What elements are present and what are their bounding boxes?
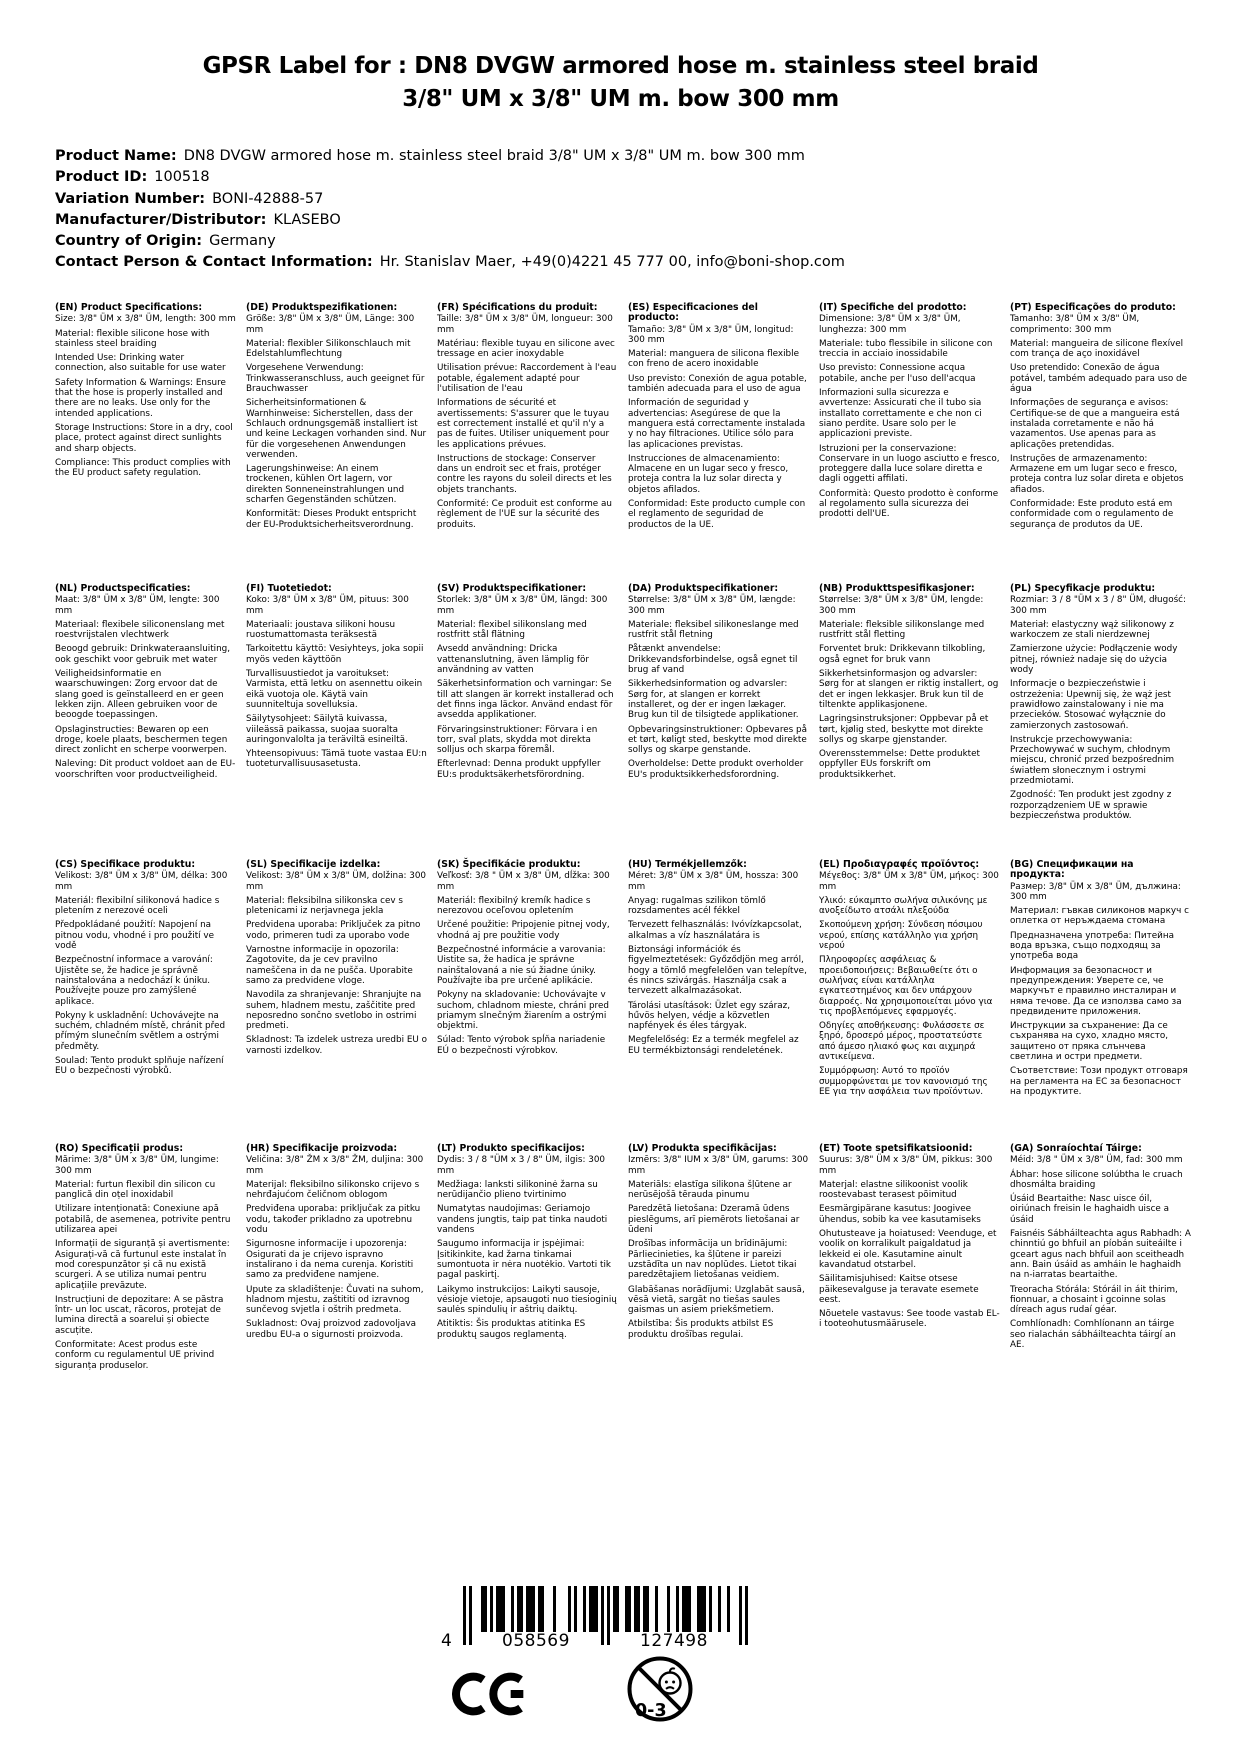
spec-paragraph: Naleving: Dit product voldoet aan de EU-voorschriften voor productveiligheid.	[55, 759, 236, 780]
spec-paragraph: Instrukcje przechowywania: Przechowywać w suchym, chłodnym miejscu, chronić przed bezpośrednim światłem słonecznym i ostrymi przedmiotami.	[1010, 734, 1175, 787]
spec-paragraph: Materiál: flexibilný kremík hadice s nerezovou oceľovou opletením	[437, 895, 591, 917]
spec-block-nl	[55, 584, 236, 860]
spec-paragraph: Informacje o bezpieczeństwie i ostrzeżenia: Upewnij się, że wąż jest prawidłowo zainstalowany i nie ma przecieków. Stosować wyłącznie do zamierzonych zastosowań.	[1010, 679, 1171, 731]
spec-paragraph: Size: 3/8" ÜM x 3/8" ÜM, length: 300 mm	[55, 314, 236, 325]
spec-heading-fr: (FR) Spécifications du produit:	[437, 302, 598, 313]
spec-paragraphs-el	[819, 871, 1000, 1097]
spec-paragraphs-sl	[246, 871, 427, 1056]
spec-paragraph: Velikost: 3/8" ÜM x 3/8" ÜM, délka: 300 mm	[55, 871, 228, 892]
spec-paragraph: Yhteensopivuus: Tämä tuote vastaa EU:n tuoteturvallisuusasetusta.	[246, 749, 427, 770]
spec-block-es	[628, 303, 809, 584]
spec-paragraph: Matériau: flexible tuyau en silicone avec tressage en acier inoxydable	[437, 338, 615, 360]
spec-paragraphs-hr	[246, 1155, 427, 1340]
spec-paragraph: Materijal: fleksibilno silikonsko crijevo s nehrđajućom čeličnom oblogom	[246, 1179, 420, 1201]
spec-heading-sl: (SL) Specifikacije izdelka:	[246, 859, 381, 870]
spec-paragraph: Koko: 3/8" ÜM x 3/8" ÜM, pituus: 300 mm	[246, 595, 409, 616]
spec-paragraph: Súlad: Tento výrobok spĺňa nariadenie EÚ o bezpečnosti výrobkov.	[437, 1035, 606, 1056]
spec-paragraph: Instructions de stockage: Conserver dans un endroit sec et frais, protéger contre les rayons du soleil directs et les objets tranchants.	[437, 453, 612, 495]
contact-value: Hr. Stanislav Maer, +49(0)4221 45 777 00, info@boni-shop.com	[379, 254, 845, 271]
spec-heading-it: (IT) Specifiche del prodotto:	[819, 302, 967, 313]
spec-paragraph: Bezpečnostné informácie a varovania: Uistite sa, že hadica je správne nainštalovaná a nie sú žiadne úniky. Používajte iba pre určené aplikácie.	[437, 945, 606, 986]
spec-heading-ro: (RO) Specificații produs:	[55, 1143, 184, 1154]
spec-heading-et: (ET) Toote spetsifikatsioonid:	[819, 1143, 973, 1154]
spec-paragraph: Predviđena uporaba: priključak za pitku vodu, također prikladno za upotrebnu vodu	[246, 1204, 421, 1236]
spec-paragraph: Instrucciones de almacenamiento: Almacene en un lugar seco y fresco, proteja contra la luz solar directa y objetos afilados.	[628, 453, 789, 495]
spec-block-hr	[246, 1144, 427, 1375]
spec-paragraphs-nb	[819, 595, 1000, 780]
spec-paragraph: Ábhar: hose silicone solúbtha le cruach dhosmálta braiding	[1010, 1169, 1183, 1190]
spec-paragraph: Sigurnosne informacije i upozorenja: Osigurati da je crijevo ispravno instalirano i da nema curenja. Koristiti samo za predviđene namjene.	[246, 1239, 414, 1281]
spec-paragraphs-en	[55, 314, 236, 478]
spec-paragraph: Sukladnost: Ovaj proizvod zadovoljava uredbu EU-a o sigurnosti proizvoda.	[246, 1319, 417, 1340]
spec-paragraph: Konformität: Dieses Produkt entspricht der EU-Produktsicherheitsverordnung.	[246, 509, 417, 530]
spec-paragraph: Tervezett felhasználás: Ivóvízkapcsolat, alkalmas a víz használatára is	[628, 920, 802, 941]
spec-paragraph: Информация за безопасност и предупреждения: Уверете се, че маркучът е правилно инсталиран и няма течове. Да се използва само за предвидените приложения.	[1010, 965, 1182, 1017]
spec-paragraph: Comhlíonadh: Comhlíonann an táirge seo rialachán sábháilteachta táirgí an AE.	[1010, 1319, 1176, 1351]
spec-paragraph: Izmērs: 3/8" IUM x 3/8" ÜM, garums: 300 mm	[628, 1155, 809, 1176]
spec-paragraphs-nl	[55, 595, 236, 780]
spec-paragraph: Laikymo instrukcijos: Laikyti sausoje, vėsioje vietoje, apsaugoti nuo tiesioginių saulės spindulių ir aštrių daiktų.	[437, 1284, 617, 1316]
spec-paragraph: Предназначена употреба: Питейна вода връзка, също подходящ за употреба вода	[1010, 930, 1174, 962]
spec-paragraph: Megfelelőség: Ez a termék megfelel az EU termékbiztonsági rendeletének.	[628, 1035, 799, 1056]
spec-paragraph: Předpokládané použití: Napojení na pitnou vodu, vhodné i pro použití ve vodě	[55, 920, 215, 952]
spec-paragraphs-da	[628, 595, 809, 780]
spec-paragraph: Material: fleksibilna silikonska cev s pletenicami iz nerjavnega jekla	[246, 895, 404, 917]
age-warning-label: 0-3	[635, 1701, 667, 1721]
spec-heading-hr: (HR) Specifikacije proizvoda:	[246, 1143, 398, 1154]
spec-paragraph: Úsáid Beartaithe: Nasc uisce óil, oiriúnach freisin le haghaidh uisce a úsáid	[1010, 1194, 1170, 1225]
spec-paragraph: Utilizare intenționată: Conexiune apă potabilă, de asemenea, potrivite pentru utilizarea apei	[55, 1204, 231, 1236]
spec-paragraph: Conformitate: Acest produs este conform cu regulamentul UE privind siguranța produselor.	[55, 1340, 215, 1371]
spec-paragraph: Materjal: elastne silikoonist voolik roostevabast terasest põimitud	[819, 1179, 968, 1201]
spec-paragraph: Säkerhetsinformation och varningar: Se till att slangen är korrekt installerad och det finns inga läckor. Använd endast för avsedda applikationer.	[437, 679, 614, 721]
spec-paragraph: Atitiktis: Šis produktas atitinka ES produktų saugos reglamentą.	[437, 1319, 586, 1340]
spec-block-lv	[628, 1144, 809, 1375]
spec-paragraph: Sicherheitsinformationen & Warnhinweise: Sicherstellen, dass der Schlauch ordnungsgemäß installiert ist und keine Leckagen vorhanden sind. Nur für die vorgesehenen Anwendungen verwenden.	[246, 398, 427, 460]
spec-heading-nb: (NB) Produkttspesifikasjoner:	[819, 583, 975, 594]
spec-block-ro	[55, 1144, 236, 1375]
spec-heading-cs: (CS) Specifikace produktu:	[55, 859, 196, 870]
spec-paragraph: Πληροφορίες ασφάλειας & προειδοποιήσεις: Βεβαιωθείτε ότι ο σωλήνας είναι κατάλληλα εγκατεστημένος και δεν υπάρχουν διαρροές. Να χρησιμοποιείται μόνο για τις προβλεπόμενες εφαρμογές.	[819, 955, 993, 1017]
spec-paragraph: Istruzioni per la conservazione: Conservare in un luogo asciutto e fresco, proteggere dalla luce solare diretta e dagli oggetti affilati.	[819, 443, 1000, 485]
product-name-label: Product Name:	[55, 148, 177, 164]
spec-block-en	[55, 303, 236, 584]
spec-paragraph: Utilisation prévue: Raccordement à l'eau potable, également adapté pour l'utilisation de l'eau	[437, 363, 617, 395]
spec-paragraph: Paredzētā lietošana: Dzeramā ūdens pieslēgums, arī piemērots lietošanai ar ūdeni	[628, 1204, 800, 1236]
spec-paragraph: Materiał: elastyczny wąż silikonowy z warkoczem ze stali nierdzewnej	[1010, 619, 1174, 641]
spec-paragraph: Rozmiar: 3 / 8 "ÜM x 3 / 8" ÜM, długość: 300 mm	[1010, 595, 1186, 616]
spec-block-pt	[1010, 303, 1191, 584]
spec-paragraph: Størrelse: 3/8" ÜM x 3/8" ÜM, længde: 300 mm	[628, 595, 796, 616]
spec-block-cs	[55, 860, 236, 1144]
spec-block-sl	[246, 860, 427, 1144]
spec-paragraph: Påtænkt anvendelse: Drikkevandsforbindelse, også egnet til brug af vand	[628, 644, 798, 676]
spec-paragraph: Overensstemmelse: Dette produktet oppfyller EUs forskrift om produktsikkerhet.	[819, 749, 980, 780]
contact-label: Contact Person & Contact Information:	[55, 254, 373, 271]
spec-paragraph: Maat: 3/8" ÜM x 3/8" ÜM, lengte: 300 mm	[55, 595, 220, 616]
spec-paragraph: Medžiaga: lanksti silikoninė žarna su nerūdijančio plieno tvirtinimo	[437, 1179, 598, 1201]
spec-paragraph: Efterlevnad: Denna produkt uppfyller EU:s produktsäkerhetsförordning.	[437, 759, 601, 780]
spec-paragraph: Veličina: 3/8" ŽM x 3/8" ŽM, duljina: 300 mm	[246, 1155, 424, 1176]
spec-paragraph: Vorgesehene Verwendung: Trinkwasseranschluss, auch geeignet für Brauchwasser	[246, 363, 425, 395]
spec-paragraph: Lagerungshinweise: An einem trockenen, kühlen Ort lagern, vor direkten Sonneneinstrahlungen und scharfen Gegenständen schützen.	[246, 464, 405, 506]
spec-paragraph: Varnostne informacije in opozorila: Zagotovite, da je cev pravilno nameščena in da ne pušča. Uporabite samo za predvidene vloge.	[246, 945, 413, 986]
spec-block-it	[819, 303, 1000, 584]
spec-heading-pt: (PT) Especificações do produto:	[1010, 302, 1176, 313]
spec-paragraph: Glabāšanas norādījumi: Uzglabāt sausā, vēsā vietā, sargāt no tiešas saules gaismas un asiem priekšmetiem.	[628, 1284, 805, 1316]
spec-paragraph: Instruções de armazenamento: Armazene em um lugar seco e fresco, proteja contra luz solar direta e objetos afiados.	[1010, 453, 1184, 495]
spec-paragraph: Материал: гъвкав силиконов маркуч с оплетка от неръждаема стомана	[1010, 906, 1189, 927]
spec-paragraph: Suurus: 3/8" ÜM x 3/8" ÜM, pikkus: 300 mm	[819, 1155, 993, 1176]
spec-paragraphs-bg	[1010, 882, 1191, 1098]
spec-heading-hu: (HU) Termékjellemzők:	[628, 859, 747, 870]
spec-block-hu	[628, 860, 809, 1144]
spec-heading-lt: (LT) Produkto specifikacijos:	[437, 1143, 585, 1154]
spec-paragraph: Compliance: This product complies with the EU product safety regulation.	[55, 457, 231, 479]
spec-block-el	[819, 860, 1000, 1144]
spec-paragraph: Upute za skladištenje: Čuvati na suhom, hladnom mjestu, zaštititi od izravnog sunčevog svjetla i oštrih predmeta.	[246, 1284, 424, 1316]
spec-paragraphs-pl	[1010, 595, 1191, 821]
spec-paragraphs-pt	[1010, 314, 1191, 530]
spec-paragraph: Sikkerhedsinformation og advarsler: Sørg for, at slangen er korrekt installeret, og der er ingen lækager. Brug kun til de tilsigtede applikationer.	[628, 679, 799, 721]
spec-paragraph: Υλικό: εύκαμπτο σωλήνα σιλικόνης με ανοξείδωτο ατσάλι πλεξούδα	[819, 895, 988, 917]
spec-paragraph: Predvidena uporaba: Priključek za pitno vodo, primeren tudi za uporabo vode	[246, 920, 421, 941]
country-of-origin-row	[55, 231, 845, 252]
spec-paragraph: Opslaginstructies: Bewaren op een droge, koele plaats, beschermen tegen direct zonlicht en scherpe voorwerpen.	[55, 724, 228, 756]
spec-paragraph: Méid: 3/8 " ÜM x 3/8" ÜM, fad: 300 mm	[1010, 1155, 1183, 1166]
spec-paragraph: Säilytysohjeet: Säilytä kuivassa, viileässä paikassa, suojaa suoralta auringonvalolta ja teräviltä esineiltä.	[246, 714, 408, 745]
spec-paragraph: Σκοπούμενη χρήση: Σύνδεση πόσιμου νερού, επίσης κατάλληλο για χρήση νερού	[819, 920, 983, 952]
spec-block-da	[628, 584, 809, 860]
spec-paragraph: Dimensione: 3/8" ÜM x 3/8" ÜM, lunghezza: 300 mm	[819, 314, 961, 335]
spec-grid	[55, 303, 1191, 1375]
spec-paragraph: Biztonsági információk és figyelmeztetések: Győződjön meg arról, hogy a tömlő megfelelően van telepítve, és nincs szivárgás. Használja csak a tervezett alkalmazásokat.	[628, 945, 807, 997]
spec-paragraph: Material: mangueira de silicone flexível com trança de aço inoxidável	[1010, 338, 1184, 360]
spec-paragraph: Materiale: fleksible silikonslange med rustfritt stål fletting	[819, 619, 985, 641]
spec-heading-nl: (NL) Productspecificaties:	[55, 583, 191, 594]
spec-paragraph: Tamaño: 3/8" ÜM x 3/8" ÜM, longitud: 300 mm	[628, 324, 794, 345]
spec-paragraph: Anyag: rugalmas szilikon tömlő rozsdamentes acél fékkel	[628, 895, 766, 917]
product-name-row	[55, 146, 845, 167]
spec-paragraphs-lt	[437, 1155, 618, 1340]
spec-heading-sv: (SV) Produktspecifikationer:	[437, 583, 587, 594]
spec-heading-lv: (LV) Produkta specifikācijas:	[628, 1143, 777, 1154]
spec-paragraphs-it	[819, 314, 1000, 519]
spec-paragraph: Atbilstība: Šis produkts atbilst ES produktu drošības regulai.	[628, 1319, 774, 1340]
spec-paragraph: Faisnéis Sábháilteachta agus Rabhadh: A chinntiú go bhfuil an píobán suiteáilte i gceart agus nach bhfuil aon sceitheadh ann. Bain úsáid as amháin le haghaidh na n-iarratas beartaithe.	[1010, 1229, 1191, 1281]
spec-paragraph: Material: flexibler Silikonschlauch mit Edelstahlumflechtung	[246, 338, 411, 360]
spec-paragraph: Eesmärgipärane kasutus: Joogivee ühendus, sobib ka vee kasutamiseks	[819, 1204, 981, 1225]
spec-paragraph: Instrucțiuni de depozitare: A se păstra într- un loc uscat, răcoros, protejat de lumina directă a soarelui și obiecte ascuțite.	[55, 1294, 224, 1336]
spec-paragraph: Safety Information & Warnings: Ensure that the hose is properly installed and there are no leaks. Use only for the intended applications.	[55, 377, 226, 419]
barcode-group1: 058569	[502, 1631, 570, 1651]
spec-paragraphs-fi	[246, 595, 427, 769]
spec-paragraph: Materiale: tubo flessibile in silicone con treccia in acciaio inossidabile	[819, 338, 993, 360]
spec-paragraph: Pokyny k uskladnění: Uchovávejte na suchém, chladném místě, chránit před přímým slunečním světlem a ostrými předměty.	[55, 1010, 226, 1052]
spec-block-fr	[437, 303, 618, 584]
spec-paragraph: Dydis: 3 / 8 "ÜM x 3 / 8" ÜM, ilgis: 300 mm	[437, 1155, 606, 1176]
spec-paragraph: Veľkosť: 3/8 " ÜM x 3/8" ÜM, dĺžka: 300 mm	[437, 871, 610, 892]
spec-paragraph: Treoracha Stórála: Stóráil in áit thirim, fionnuar, a chosaint i gcoinne solas díreach agus rudaí géar.	[1010, 1284, 1178, 1316]
spec-paragraph: Pokyny na skladovanie: Uchovávajte v suchom, chladnom mieste, chráni pred priamym slnečným žiarením a ostrými objektmi.	[437, 990, 609, 1032]
spec-paragraph: Conformità: Questo prodotto è conforme al regolamento sulla sicurezza dei prodotti dell'UE.	[819, 488, 999, 520]
spec-paragraphs-ga	[1010, 1155, 1191, 1350]
spec-block-bg	[1010, 860, 1191, 1144]
spec-heading-el: (EL) Προδιαγραφές προϊόντος:	[819, 859, 980, 870]
spec-paragraph: Nõuetele vastavus: See toode vastab EL-i tooteohutusmäärusele.	[819, 1309, 1000, 1330]
ce-mark-icon	[452, 1660, 532, 1728]
spec-paragraph: Bezpečnostní informace a varování: Ujistěte se, že hadice je správně nainstalována a nedochází k úniku. Používejte pouze pro zamýšlené aplikace.	[55, 955, 213, 1007]
spec-heading-pl: (PL) Specyfikacje produktu:	[1010, 583, 1156, 594]
spec-paragraph: Tamanho: 3/8" ÜM x 3/8" ÜM, comprimento: 300 mm	[1010, 314, 1140, 335]
spec-paragraph: Uso previsto: Conexión de agua potable, también adecuada para el uso de agua	[628, 373, 807, 395]
spec-paragraph: Informations de sécurité et avertissements: S'assurer que le tuyau est correctement installé et qu'il n'y a pas de fuites. Utiliser uniquement pour les applications prévues.	[437, 398, 610, 450]
spec-heading-da: (DA) Produktspecifikationer:	[628, 583, 779, 594]
spec-paragraph: Materiale: fleksibel silikoneslange med rustfrit stål fletning	[628, 619, 799, 641]
spec-paragraph: Förvaringsinstruktioner: Förvara i en torr, sval plats, skydda mot direkta solljus och skarpa föremål.	[437, 724, 598, 756]
spec-paragraph: Opbevaringsinstruktioner: Opbevares på et tørt, køligt sted, beskytte mod direkte sollys og skarpe genstande.	[628, 724, 808, 756]
spec-paragraph: Overholdelse: Dette produkt overholder EU's produktsikkerhedsforordning.	[628, 759, 804, 780]
product-info	[55, 146, 845, 274]
spec-block-sk	[437, 860, 618, 1144]
spec-paragraph: Informações de segurança e avisos: Certifique-se de que a mangueira está instalada corretamente e não há vazamentos. Use apenas para as aplicações pretendidas.	[1010, 398, 1180, 450]
product-id-label: Product ID:	[55, 169, 148, 186]
spec-block-ga	[1010, 1144, 1191, 1375]
spec-heading-bg: (BG) Спецификации на продукта:	[1010, 859, 1134, 881]
spec-paragraph: Material: manguera de silicona flexible con freno de acero inoxidable	[628, 349, 799, 370]
barcode-group2: 127498	[640, 1631, 708, 1651]
manufacturer-label: Manufacturer/Distributor:	[55, 211, 267, 228]
spec-paragraphs-hu	[628, 871, 809, 1056]
spec-paragraphs-es	[628, 325, 809, 530]
spec-paragraphs-de	[246, 314, 427, 530]
spec-paragraph: Sikkerhetsinformasjon og advarsler: Sørg for at slangen er riktig installert, og det er ingen lekkasjer. Bruk kun til de tiltenkte applikasjonene.	[819, 669, 999, 710]
spec-paragraph: Размер: 3/8" ÜM x 3/8" ÜM, дължина: 300 mm	[1010, 881, 1181, 902]
product-id-value: 100518	[154, 169, 210, 186]
spec-block-nb	[819, 584, 1000, 860]
spec-paragraphs-fr	[437, 314, 618, 530]
spec-paragraph: Drošības informācija un brīdinājumi: Pārliecinieties, ka šļūtene ir pareizi uzstādīta un nav noplūdes. Lietot tikai paredzētajiem lietošanas veidiem.	[628, 1239, 797, 1281]
spec-paragraph: Beoogd gebruik: Drinkwateraansluiting, ook geschikt voor gebruik met water	[55, 644, 231, 665]
manufacturer-row	[55, 210, 845, 231]
spec-paragraph: Materiāls: elastīga silikona šļūtene ar nerūsējošā tērauda pinumu	[628, 1179, 792, 1201]
contact-row	[55, 252, 845, 273]
spec-block-pl	[1010, 584, 1191, 860]
spec-paragraphs-lv	[628, 1155, 809, 1340]
spec-paragraphs-cs	[55, 871, 236, 1076]
spec-paragraph: Navodila za shranjevanje: Shranjujte na suhem, hladnem mestu, zaščitite pred neposredno sončno svetlobo in ostrimi predmeti.	[246, 990, 422, 1032]
spec-paragraphs-et	[819, 1155, 1000, 1329]
spec-paragraph: Størrelse: 3/8" ÜM x 3/8" ÜM, lengde: 300 mm	[819, 595, 984, 616]
product-name-value: DN8 DVGW armored hose m. stainless steel braid 3/8" UM x 3/8" UM m. bow 300 mm	[183, 148, 805, 164]
spec-paragraph: Größe: 3/8" ÜM x 3/8" ÜM, Länge: 300 mm	[246, 314, 415, 335]
spec-paragraph: Material: furtun flexibil din silicon cu panglică din oțel inoxidabil	[55, 1179, 216, 1201]
spec-paragraph: Tárolási utasítások: Üzlet egy száraz, hűvös helyen, védje a közvetlen napfények és éles tárgyak.	[628, 1000, 791, 1032]
page-title-line1: GPSR Label for : DN8 DVGW armored hose m. stainless steel braid	[202, 53, 1039, 79]
spec-block-de	[246, 303, 427, 584]
spec-paragraph: Съответствие: Този продукт отговаря на регламента на ЕС за безопасност на продуктите.	[1010, 1066, 1188, 1097]
ean-13-barcode	[441, 1586, 748, 1652]
spec-paragraph: Materiaal: flexibele siliconenslang met roestvrijstalen vlechtwerk	[55, 619, 225, 641]
spec-paragraph: Zgodność: Ten produkt jest zgodny z rozporządzeniem UE w sprawie bezpieczeństwa produktów.	[1010, 790, 1172, 821]
spec-paragraph: Materiaali: joustava silikoni housu ruostumattomasta teräksestä	[246, 619, 396, 641]
spec-paragraph: Zamierzone użycie: Podłączenie wody pitnej, również nadaje się do użycia wody	[1010, 644, 1178, 676]
spec-paragraph: Storage Instructions: Store in a dry, cool place, protect against direct sunlights and sharp objects.	[55, 422, 233, 454]
spec-paragraph: Lagringsinstruksjoner: Oppbevar på et tørt, kjølig sted, beskytte mot direkte sollys og skarpe gjenstander.	[819, 714, 989, 745]
spec-paragraph: Conformidad: Este producto cumple con el reglamento de seguridad de productos de la UE.	[628, 499, 806, 530]
spec-paragraph: Saugumo informacija ir įspėjimai: Įsitikinkite, kad žarna tinkamai sumontuota ir nėra nuotėkio. Vartoti tik pagal paskirtį.	[437, 1239, 611, 1281]
manufacturer-value: KLASEBO	[273, 211, 341, 228]
spec-heading-es: (ES) Especificaciones del producto:	[628, 302, 758, 324]
spec-paragraph: Uso previsto: Connessione acqua potabile, anche per l'uso dell'acqua	[819, 363, 976, 384]
spec-paragraph: Μέγεθος: 3/8" ÜM x 3/8" ÜM, μήκος: 300 mm	[819, 871, 999, 892]
spec-block-fi	[246, 584, 427, 860]
spec-paragraph: Material: flexibel silikonslang med rostfritt stål flätning	[437, 619, 587, 641]
spec-paragraph: Uso pretendido: Conexão de água potável, também adequado para uso de água	[1010, 363, 1188, 395]
spec-paragraph: Intended Use: Drinking water connection, also suitable for use water	[55, 353, 226, 374]
spec-heading-fi: (FI) Tuotetiedot:	[246, 583, 332, 594]
spec-paragraph: Skladnost: Ta izdelek ustreza uredbi EU o varnosti izdelkov.	[246, 1035, 427, 1056]
variation-number-row	[55, 189, 845, 210]
country-of-origin-value: Germany	[209, 233, 276, 250]
barcode-lead-digit: 4	[441, 1631, 453, 1651]
spec-paragraph: Material: flexible silicone hose with stainless steel braiding	[55, 328, 210, 349]
spec-paragraph: Storlek: 3/8" ÜM x 3/8" ÜM, längd: 300 mm	[437, 595, 608, 616]
age-warning-0-3-icon	[624, 1652, 696, 1726]
spec-paragraph: Conformidade: Este produto está em conformidade com o regulamento de segurança de produtos da UE.	[1010, 499, 1174, 530]
spec-paragraph: Méret: 3/8" ÜM x 3/8" ÜM, hossza: 300 mm	[628, 871, 799, 892]
spec-paragraph: Información de seguridad y advertencias: Asegúrese de que la manguera está correctamente instalada y no hay filtraciones. Utilice sólo para las aplicaciones previstas.	[628, 398, 806, 450]
page-title	[0, 50, 1241, 116]
spec-paragraph: Ohutusteave ja hoiatused: Veenduge, et voolik on korralikult paigaldatud ja lekkeid ei ole. Kasutamine ainult kavandatud otstarbel.	[819, 1229, 997, 1270]
spec-paragraph: Συμμόρφωση: Αυτό το προϊόν συμμορφώνεται με τον κανονισμό της ΕΕ για την ασφάλεια των προϊόντων.	[819, 1066, 988, 1097]
spec-paragraph: Οδηγίες αποθήκευσης: Φυλάσσετε σε ξηρό, δροσερό μέρος, προστατεύστε από άμεσο ηλιακό φως και αιχμηρά αντικείμενα.	[819, 1021, 985, 1063]
spec-paragraph: Mărime: 3/8" ÜM x 3/8" ÜM, lungime: 300 mm	[55, 1155, 219, 1176]
spec-paragraph: Säilitamisjuhised: Kaitse otsese päikesevalguse ja teravate esemete eest.	[819, 1274, 979, 1305]
spec-paragraph: Materiál: flexibilní silikonová hadice s pletením z nerezové oceli	[55, 895, 220, 917]
spec-heading-de: (DE) Produktspezifikationen:	[246, 302, 398, 313]
spec-paragraph: Taille: 3/8" ÜM x 3/8" ÜM, longueur: 300 mm	[437, 314, 613, 335]
spec-paragraphs-sk	[437, 871, 618, 1056]
spec-heading-ga: (GA) Sonraíochtaí Táirge:	[1010, 1143, 1142, 1154]
spec-paragraph: Turvallisuustiedot ja varoitukset: Varmista, että letku on asennettu oikein eikä vuotoja ole. Käytä vain suunniteltuja sovelluksia.	[246, 669, 423, 710]
spec-paragraph: Numatytas naudojimas: Geriamojo vandens jungtis, taip pat tinka naudoti vandens	[437, 1204, 608, 1236]
spec-paragraph: Veiligheidsinformatie en waarschuwingen: Zorg ervoor dat de slang goed is geïnstalleerd en er geen lekken zijn. Alleen gebruiken voor de beoogde toepassingen.	[55, 669, 224, 721]
spec-paragraph: Conformité: Ce produit est conforme au règlement de l'UE sur la sécurité des produits.	[437, 499, 612, 530]
spec-paragraph: Určené použitie: Pripojenie pitnej vody, vhodná aj pre použitie vody	[437, 920, 610, 941]
spec-paragraphs-ro	[55, 1155, 236, 1371]
variation-number-value: BONI-42888-57	[212, 190, 324, 207]
spec-block-sv	[437, 584, 618, 860]
variation-number-label: Variation Number:	[55, 190, 206, 207]
spec-paragraph: Tarkoitettu käyttö: Vesiyhteys, joka sopii myös veden käyttöön	[246, 644, 424, 665]
spec-paragraph: Soulad: Tento produkt splňuje nařízení EU o bezpečnosti výrobků.	[55, 1056, 224, 1077]
spec-paragraphs-sv	[437, 595, 618, 780]
spec-block-lt	[437, 1144, 618, 1375]
spec-paragraph: Инструкции за съхранение: Да се съхранява на сухо, хладно място, защитено от пряка слънчева светлина и остри предмети.	[1010, 1021, 1169, 1063]
country-of-origin-label: Country of Origin:	[55, 233, 203, 250]
spec-paragraph: Informații de siguranță și avertismente: Asigurați-vă că furtunul este instalat în mod corespunzător și că nu există scurgeri. A se utiliza numai pentru aplicațiile prevăzute.	[55, 1239, 230, 1291]
page-title-line2: 3/8" UM x 3/8" UM m. bow 300 mm	[402, 86, 839, 112]
spec-heading-en: (EN) Product Specifications:	[55, 302, 203, 313]
spec-block-et	[819, 1144, 1000, 1375]
spec-paragraph: Informazioni sulla sicurezza e avvertenze: Assicurati che il tubo sia installato correttamente e che non ci siano perdite. Usare solo per le applicazioni previste.	[819, 388, 982, 440]
product-id-row	[55, 167, 845, 188]
spec-paragraph: Avsedd användning: Dricka vattenanslutning, även lämplig för användning av vatten	[437, 644, 590, 676]
spec-heading-sk: (SK) Špecifikácie produktu:	[437, 859, 581, 870]
spec-paragraph: Forventet bruk: Drikkevann tilkobling, også egnet for bruk vann	[819, 644, 986, 665]
spec-paragraph: Velikost: 3/8" ÜM x 3/8" ÜM, dolžina: 300 mm	[246, 871, 427, 892]
